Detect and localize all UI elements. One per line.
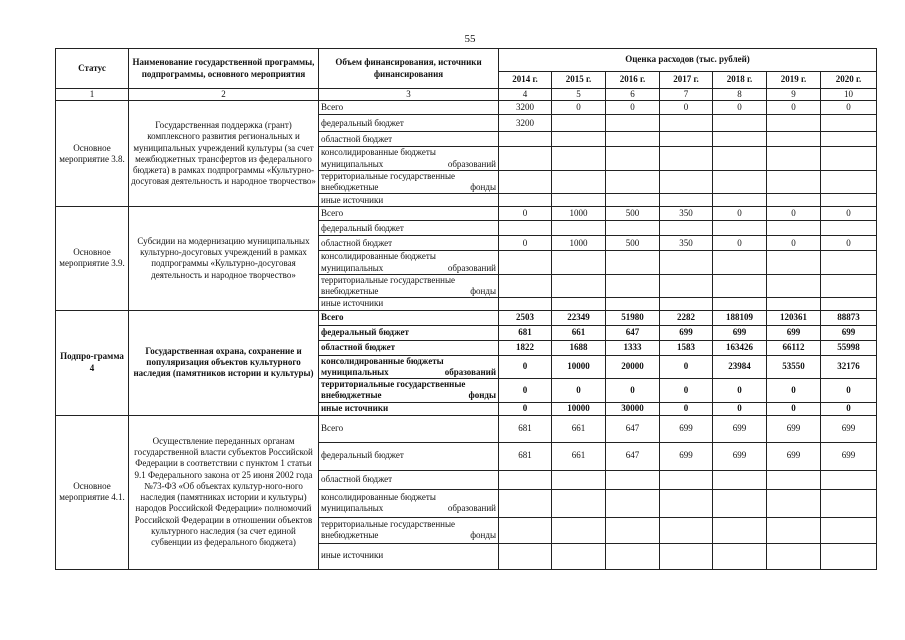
value-cell: 1822 xyxy=(499,340,552,355)
value-cell xyxy=(767,194,821,207)
value-cell xyxy=(713,517,767,543)
funding-source-cell: федеральный бюджет xyxy=(319,221,499,236)
column-number: 8 xyxy=(713,89,767,101)
value-cell: 3200 xyxy=(499,101,552,115)
value-cell: 22349 xyxy=(552,310,606,325)
value-cell xyxy=(713,489,767,517)
value-cell: 647 xyxy=(606,325,660,340)
value-cell: 20000 xyxy=(606,355,660,379)
value-cell xyxy=(660,170,713,194)
status-cell: Основное мероприятие 3.8. xyxy=(56,101,129,207)
value-cell: 0 xyxy=(713,207,767,221)
value-cell xyxy=(606,489,660,517)
value-cell: 0 xyxy=(821,101,877,115)
value-cell: 0 xyxy=(713,402,767,415)
value-cell: 699 xyxy=(660,325,713,340)
value-cell xyxy=(767,132,821,147)
value-cell: 0 xyxy=(552,379,606,403)
value-cell: 0 xyxy=(606,379,660,403)
value-cell xyxy=(821,489,877,517)
column-number: 7 xyxy=(660,89,713,101)
value-cell xyxy=(821,194,877,207)
value-cell: 699 xyxy=(821,442,877,470)
page-number: 55 xyxy=(464,33,476,45)
value-cell: 3200 xyxy=(499,115,552,132)
value-cell: 51980 xyxy=(606,310,660,325)
value-cell xyxy=(499,298,552,310)
value-cell xyxy=(552,274,606,298)
value-cell xyxy=(821,221,877,236)
value-cell: 120361 xyxy=(767,310,821,325)
value-cell xyxy=(821,543,877,569)
value-cell: 0 xyxy=(606,101,660,115)
value-cell xyxy=(821,132,877,147)
value-cell xyxy=(606,298,660,310)
value-cell: 88873 xyxy=(821,310,877,325)
table-row xyxy=(56,207,877,221)
funding-source-cell: федеральный бюджет xyxy=(319,325,499,340)
value-cell: 661 xyxy=(552,325,606,340)
funding-source-cell: иные источники xyxy=(319,194,499,207)
value-cell: 1583 xyxy=(660,340,713,355)
funding-source-cell: областной бюджет xyxy=(319,470,499,489)
column-number: 3 xyxy=(319,89,499,101)
value-cell xyxy=(713,298,767,310)
value-cell: 681 xyxy=(499,325,552,340)
value-cell xyxy=(552,132,606,147)
value-cell xyxy=(606,170,660,194)
value-cell: 661 xyxy=(552,415,606,442)
value-cell: 699 xyxy=(821,415,877,442)
value-cell xyxy=(767,274,821,298)
value-cell: 699 xyxy=(713,442,767,470)
value-cell: 0 xyxy=(821,379,877,403)
value-cell: 1333 xyxy=(606,340,660,355)
value-cell: 0 xyxy=(499,355,552,379)
value-cell xyxy=(552,489,606,517)
value-cell: 0 xyxy=(713,236,767,251)
value-cell xyxy=(606,147,660,171)
value-cell xyxy=(606,470,660,489)
funding-source-cell: территориальные государственные внебюджетные фонды xyxy=(319,379,499,403)
value-cell xyxy=(499,194,552,207)
value-cell xyxy=(821,170,877,194)
value-cell xyxy=(821,115,877,132)
value-cell: 0 xyxy=(499,379,552,403)
value-cell xyxy=(606,543,660,569)
program-name-cell: Государственная охрана, сохранение и популяризация объектов культурного наследия (памятников истории и культуры) xyxy=(129,310,319,415)
value-cell: 0 xyxy=(767,236,821,251)
value-cell: 163426 xyxy=(713,340,767,355)
value-cell: 0 xyxy=(821,207,877,221)
value-cell: 23984 xyxy=(713,355,767,379)
value-cell xyxy=(660,517,713,543)
funding-source-cell: территориальные государственные внебюджетные фонды xyxy=(319,170,499,194)
funding-source-cell: Всего xyxy=(319,101,499,115)
value-cell: 0 xyxy=(821,402,877,415)
value-cell: 699 xyxy=(821,325,877,340)
value-cell xyxy=(499,489,552,517)
funding-source-cell: консолидированные бюджеты муниципальных образований xyxy=(319,355,499,379)
header-year: 2019 г. xyxy=(767,72,821,89)
column-number: 9 xyxy=(767,89,821,101)
value-cell xyxy=(713,147,767,171)
value-cell xyxy=(767,517,821,543)
value-cell xyxy=(713,194,767,207)
value-cell: 0 xyxy=(821,236,877,251)
value-cell xyxy=(499,470,552,489)
value-cell xyxy=(821,298,877,310)
value-cell: 2503 xyxy=(499,310,552,325)
value-cell xyxy=(606,132,660,147)
value-cell xyxy=(713,543,767,569)
value-cell: 10000 xyxy=(552,355,606,379)
value-cell: 699 xyxy=(767,415,821,442)
value-cell: 53550 xyxy=(767,355,821,379)
funding-source-cell: консолидированные бюджеты муниципальных образований xyxy=(319,147,499,171)
table-row xyxy=(56,310,877,325)
header-name: Наименование государственной программы, подпрограммы, основного мероприятия xyxy=(129,49,319,89)
status-cell: Основное мероприятие 3.9. xyxy=(56,207,129,310)
value-cell xyxy=(713,115,767,132)
value-cell: 0 xyxy=(713,101,767,115)
program-name-cell: Субсидии на модернизацию муниципальных культурно-досуговых учреждений в рамках подпрограммы «Культурно-досуговая деятельность и народное творчество» xyxy=(129,207,319,310)
value-cell xyxy=(606,221,660,236)
value-cell: 681 xyxy=(499,415,552,442)
value-cell xyxy=(821,517,877,543)
value-cell xyxy=(660,221,713,236)
value-cell xyxy=(660,274,713,298)
value-cell xyxy=(713,470,767,489)
value-cell xyxy=(552,251,606,275)
value-cell xyxy=(552,194,606,207)
funding-source-cell: территориальные государственные внебюджетные фонды xyxy=(319,274,499,298)
value-cell: 188109 xyxy=(713,310,767,325)
header-year: 2018 г. xyxy=(713,72,767,89)
value-cell: 1000 xyxy=(552,207,606,221)
value-cell: 55998 xyxy=(821,340,877,355)
value-cell xyxy=(499,517,552,543)
column-number: 2 xyxy=(129,89,319,101)
value-cell xyxy=(499,543,552,569)
value-cell xyxy=(552,298,606,310)
value-cell xyxy=(821,470,877,489)
header-estimate: Оценка расходов (тыс. рублей) xyxy=(499,49,877,72)
value-cell xyxy=(499,132,552,147)
status-cell: Подпро-грамма 4 xyxy=(56,310,129,415)
value-cell: 500 xyxy=(606,236,660,251)
value-cell xyxy=(552,543,606,569)
value-cell xyxy=(767,489,821,517)
value-cell xyxy=(499,221,552,236)
funding-source-cell: консолидированные бюджеты муниципальных образований xyxy=(319,489,499,517)
value-cell: 0 xyxy=(499,402,552,415)
funding-source-cell: федеральный бюджет xyxy=(319,442,499,470)
value-cell: 699 xyxy=(713,325,767,340)
value-cell: 0 xyxy=(660,402,713,415)
funding-source-cell: территориальные государственные внебюджетные фонды xyxy=(319,517,499,543)
header-status: Статус xyxy=(56,49,129,89)
column-number: 6 xyxy=(606,89,660,101)
value-cell: 66112 xyxy=(767,340,821,355)
funding-source-cell: Всего xyxy=(319,310,499,325)
header-year: 2015 г. xyxy=(552,72,606,89)
value-cell xyxy=(552,221,606,236)
value-cell: 0 xyxy=(713,379,767,403)
column-number: 1 xyxy=(56,89,129,101)
value-cell xyxy=(767,251,821,275)
value-cell xyxy=(713,170,767,194)
value-cell xyxy=(767,170,821,194)
value-cell xyxy=(713,132,767,147)
column-number: 10 xyxy=(821,89,877,101)
value-cell: 0 xyxy=(767,379,821,403)
value-cell xyxy=(552,170,606,194)
value-cell: 1000 xyxy=(552,236,606,251)
header-funding: Объем финансирования, источники финансирования xyxy=(319,49,499,89)
program-name-cell: Осуществление переданных органам государственной власти субъектов Российской Федерации в соответствии с пунктом 1 статьи 9.1 Федерального закона от 25 июня 2002 года №73-ФЗ «Об объектах культур-ного-ного наследия (памятниках истории и культуры) народов Российской Федерации» полномочий Российской Федерации в отношении объектов культурного наследия (за счет единой субвенции из федерального бюджета) xyxy=(129,415,319,569)
value-cell: 500 xyxy=(606,207,660,221)
funding-source-cell: Всего xyxy=(319,207,499,221)
value-cell xyxy=(552,115,606,132)
value-cell xyxy=(767,470,821,489)
value-cell xyxy=(660,132,713,147)
value-cell xyxy=(660,298,713,310)
table-row xyxy=(56,101,877,115)
program-name-cell: Государственная поддержка (грант) комплексного развития региональных и муниципальных учреждений культуры (за счет межбюджетных трансфертов из федерального бюджета) в рамках подпрограммы «Культурно-досуговая деятельность и народное творчество» xyxy=(129,101,319,207)
financing-table xyxy=(55,48,877,570)
value-cell: 661 xyxy=(552,442,606,470)
value-cell: 30000 xyxy=(606,402,660,415)
value-cell: 699 xyxy=(767,325,821,340)
value-cell: 0 xyxy=(660,101,713,115)
value-cell xyxy=(821,251,877,275)
value-cell: 0 xyxy=(767,207,821,221)
value-cell xyxy=(606,251,660,275)
value-cell xyxy=(606,115,660,132)
value-cell xyxy=(499,251,552,275)
header-year: 2020 г. xyxy=(821,72,877,89)
value-cell: 0 xyxy=(767,101,821,115)
funding-source-cell: Всего xyxy=(319,415,499,442)
value-cell xyxy=(499,147,552,171)
value-cell xyxy=(552,517,606,543)
value-cell xyxy=(499,170,552,194)
value-cell xyxy=(767,543,821,569)
value-cell: 1688 xyxy=(552,340,606,355)
value-cell: 699 xyxy=(767,442,821,470)
value-cell: 699 xyxy=(713,415,767,442)
funding-source-cell: областной бюджет xyxy=(319,132,499,147)
value-cell: 0 xyxy=(660,355,713,379)
value-cell xyxy=(499,274,552,298)
value-cell xyxy=(821,147,877,171)
value-cell xyxy=(552,147,606,171)
value-cell xyxy=(606,194,660,207)
value-cell: 2282 xyxy=(660,310,713,325)
value-cell: 350 xyxy=(660,207,713,221)
value-cell xyxy=(713,251,767,275)
value-cell: 699 xyxy=(660,442,713,470)
value-cell xyxy=(660,251,713,275)
value-cell: 647 xyxy=(606,442,660,470)
funding-source-cell: иные источники xyxy=(319,543,499,569)
funding-source-cell: областной бюджет xyxy=(319,340,499,355)
value-cell xyxy=(660,470,713,489)
header-year: 2014 г. xyxy=(499,72,552,89)
value-cell: 681 xyxy=(499,442,552,470)
value-cell: 32176 xyxy=(821,355,877,379)
column-number: 4 xyxy=(499,89,552,101)
value-cell xyxy=(767,115,821,132)
value-cell: 699 xyxy=(660,415,713,442)
header-year: 2017 г. xyxy=(660,72,713,89)
funding-source-cell: федеральный бюджет xyxy=(319,115,499,132)
value-cell: 350 xyxy=(660,236,713,251)
value-cell xyxy=(713,274,767,298)
value-cell: 647 xyxy=(606,415,660,442)
header-year: 2016 г. xyxy=(606,72,660,89)
value-cell: 0 xyxy=(499,207,552,221)
column-number: 5 xyxy=(552,89,606,101)
value-cell xyxy=(660,543,713,569)
value-cell: 0 xyxy=(660,379,713,403)
funding-source-cell: иные источники xyxy=(319,298,499,310)
status-cell: Основное мероприятие 4.1. xyxy=(56,415,129,569)
value-cell xyxy=(660,194,713,207)
value-cell xyxy=(606,517,660,543)
value-cell xyxy=(660,115,713,132)
value-cell: 10000 xyxy=(552,402,606,415)
value-cell xyxy=(767,221,821,236)
value-cell xyxy=(552,470,606,489)
value-cell xyxy=(821,274,877,298)
value-cell: 0 xyxy=(767,402,821,415)
value-cell xyxy=(713,221,767,236)
funding-source-cell: консолидированные бюджеты муниципальных образований xyxy=(319,251,499,275)
value-cell: 0 xyxy=(499,236,552,251)
funding-source-cell: областной бюджет xyxy=(319,236,499,251)
value-cell xyxy=(767,298,821,310)
value-cell xyxy=(767,147,821,171)
value-cell xyxy=(660,489,713,517)
value-cell xyxy=(606,274,660,298)
value-cell: 0 xyxy=(552,101,606,115)
value-cell xyxy=(660,147,713,171)
table-row xyxy=(56,415,877,442)
funding-source-cell: иные источники xyxy=(319,402,499,415)
